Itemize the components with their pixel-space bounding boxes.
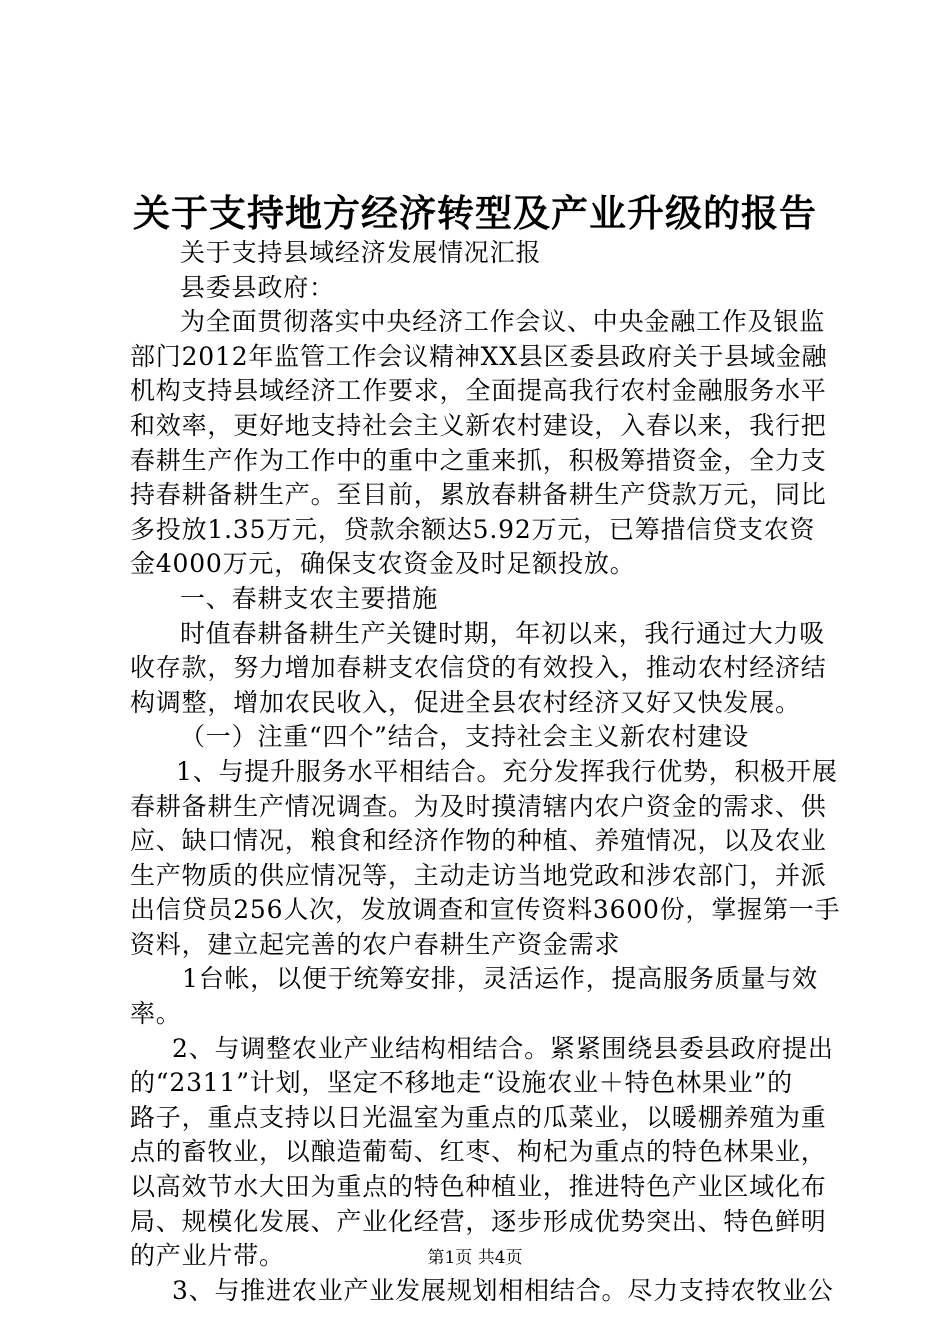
paragraph-line: 的“2311”计划，坚定不移地走“设施农业＋特色林果业”的	[130, 1068, 793, 1098]
paragraph-line: 部门2012年监管工作会议精神XX县区委县政府关于县域金融	[130, 341, 828, 371]
paragraph-line: 收存款，努力增加春耕支农信贷的有效投入，推动农村经济结	[130, 653, 827, 683]
paragraph-line: 持春耕备耕生产。至目前，累放春耕备耕生产贷款万元，同比	[130, 480, 827, 510]
paragraph-line: 构调整，增加农民收入，促进全县农村经济又好又快发展。	[130, 687, 801, 717]
paragraph-line: 多投放1.35万元，贷款余额达5.92万元，已筹措信贷支农资	[130, 514, 816, 544]
paragraph-line: 路子，重点支持以日光温室为重点的瓜菜业，以暖棚养殖为重	[130, 1102, 827, 1132]
paragraph-line: 和效率，更好地支持社会主义新农村建设，入春以来，我行把	[130, 410, 827, 440]
paragraph-line: 机构支持县域经济工作要求，全面提高我行农村金融服务水平	[130, 376, 827, 406]
document-title: 关于支持地方经济转型及产业升级的报告	[133, 191, 817, 235]
paragraph-line: 的产业片带。	[130, 1241, 285, 1271]
paragraph-line: 以高效节水大田为重点的特色种植业，推进特色产业区域化布	[130, 1172, 827, 1202]
paragraph-line: 出信贷员256人次，发放调查和宣传资料3600份，掌握第一手	[130, 895, 841, 925]
paragraph-line: 为全面贯彻落实中央经济工作会议、中央金融工作及银监	[180, 307, 826, 337]
paragraph-line: 应、缺口情况，粮食和经济作物的种植、养殖情况，以及农业	[130, 826, 827, 856]
paragraph-line: 率。	[130, 999, 182, 1029]
paragraph-line: 1台帐，以便于统筹安排，灵活运作，提高服务质量与效	[182, 964, 818, 994]
paragraph-line: 2、与调整农业产业结构相结合。紧紧围绕县委县政府提出	[172, 1033, 834, 1063]
subsection-heading: （一）注重“四个”结合，支持社会主义新农村建设	[180, 722, 749, 752]
document-body	[130, 236, 841, 1308]
paragraph-line: 点的畜牧业，以酿造葡萄、红枣、枸杞为重点的特色林果业，	[130, 1137, 827, 1167]
page-number-footer: 第1页 共4页	[427, 1248, 523, 1268]
subtitle-line: 关于支持县域经济发展情况汇报	[180, 238, 542, 267]
paragraph-line: 金4000万元，确保支农资金及时足额投放。	[130, 549, 636, 579]
salutation-line: 县委县政府：	[180, 272, 335, 302]
paragraph-line: 生产物质的供应情况等，主动走访当地党政和涉农部门，并派	[130, 860, 827, 890]
paragraph-line: 春耕备耕生产情况调查。为及时摸清辖内农户资金的需求、供	[130, 791, 827, 821]
paragraph-line: 3、与推进农业产业发展规划相相结合。尽力支持农牧业公	[172, 1275, 834, 1305]
paragraph-line: 1、与提升服务水平相结合。充分发挥我行优势，积极开展	[176, 756, 838, 786]
paragraph-line: 春耕生产作为工作中的重中之重来抓，积极筹措资金，全力支	[130, 445, 827, 475]
section-heading: 一、春耕支农主要措施	[180, 583, 439, 613]
paragraph-line: 时值春耕备耕生产关键时期，年初以来，我行通过大力吸	[180, 618, 826, 648]
paragraph-line: 局、规模化发展、产业化经营，逐步形成优势突出、特色鲜明	[130, 1206, 827, 1236]
paragraph-line: 资料，建立起完善的农户春耕生产资金需求	[130, 929, 621, 959]
